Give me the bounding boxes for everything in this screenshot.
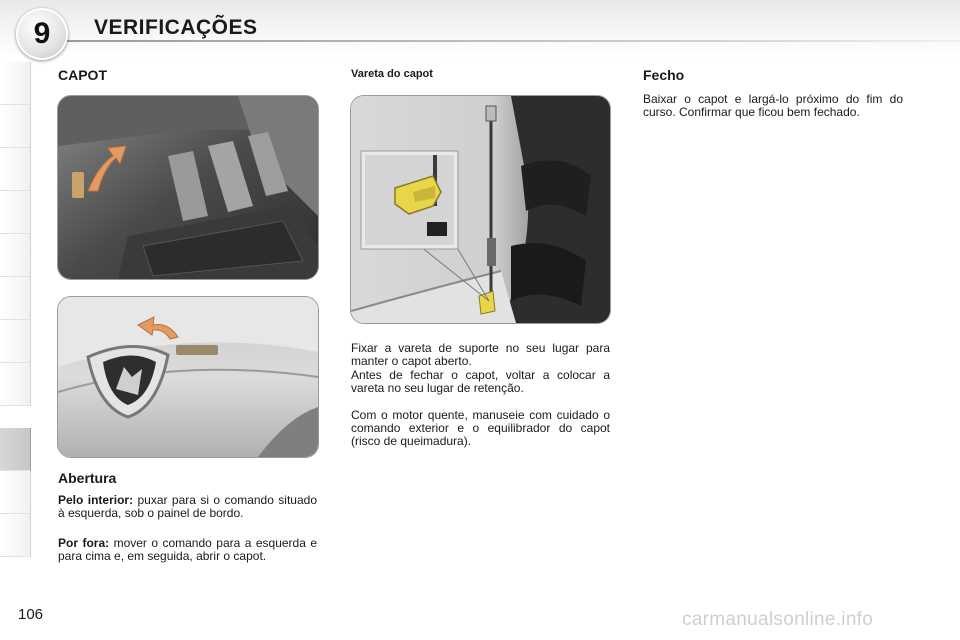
section-title-capot: CAPOT [58, 67, 107, 83]
chapter-tab-3[interactable] [0, 148, 31, 191]
chapter-tab-7[interactable] [0, 320, 31, 363]
heading-vareta-do-capot: Vareta do capot [351, 68, 433, 80]
chapter-tab-11[interactable] [0, 514, 31, 557]
chapter-tab-8[interactable] [0, 363, 31, 406]
chapter-title: VERIFICAÇÕES [94, 16, 258, 39]
paragraph-vareta-2: Antes de fechar o capot, voltar a colocar a vareta no seu lugar de retenção. [351, 368, 610, 395]
header-rule [60, 40, 960, 42]
chapter-number-badge [16, 8, 68, 60]
watermark: carmanualsonline.info [682, 609, 874, 630]
paragraph-vareta-1: Fixar a vareta de suporte no seu lugar para manter o capot aberto. [351, 341, 610, 368]
photo-interior-release-lever [57, 95, 319, 280]
chapter-number: 9 [33, 17, 51, 50]
chapter-tab-5[interactable] [0, 234, 31, 277]
text-pelo-interior: puxar para si o comando situado à esquerda, sob o painel de bordo. [58, 493, 317, 520]
label-pelo-interior: Pelo interior: [58, 493, 134, 507]
photo-bonnet-stay-rod [350, 95, 611, 324]
chapter-tab-6[interactable] [0, 277, 31, 320]
chapter-tabs [0, 62, 34, 572]
photo-exterior-release-latch [57, 296, 319, 458]
paragraph-abertura-interior [58, 494, 317, 520]
paragraph-fecho: Baixar o capot e largá-lo próximo do fim do curso. Confirmar que ficou bem fechado. [643, 92, 903, 119]
heading-abertura: Abertura [58, 470, 117, 486]
text-por-fora: mover o comando para a esquerda e para cima e, em seguida, abrir o capot. [58, 536, 317, 563]
chapter-tab-10[interactable] [0, 471, 31, 514]
label-por-fora: Por fora: [58, 536, 110, 550]
chapter-tab-2[interactable] [0, 105, 31, 148]
page-number: 106 [18, 606, 44, 623]
paragraph-vareta-3: Com o motor quente, manuseie com cuidado o comando exterior e o equilibrador do capot (risco de queimadura). [351, 408, 610, 448]
chapter-tab-9-active[interactable] [0, 428, 31, 471]
heading-fecho: Fecho [643, 67, 685, 83]
paragraph-abertura-exterior [58, 537, 317, 563]
chapter-tab-4[interactable] [0, 191, 31, 234]
chapter-tab-1[interactable] [0, 62, 31, 105]
